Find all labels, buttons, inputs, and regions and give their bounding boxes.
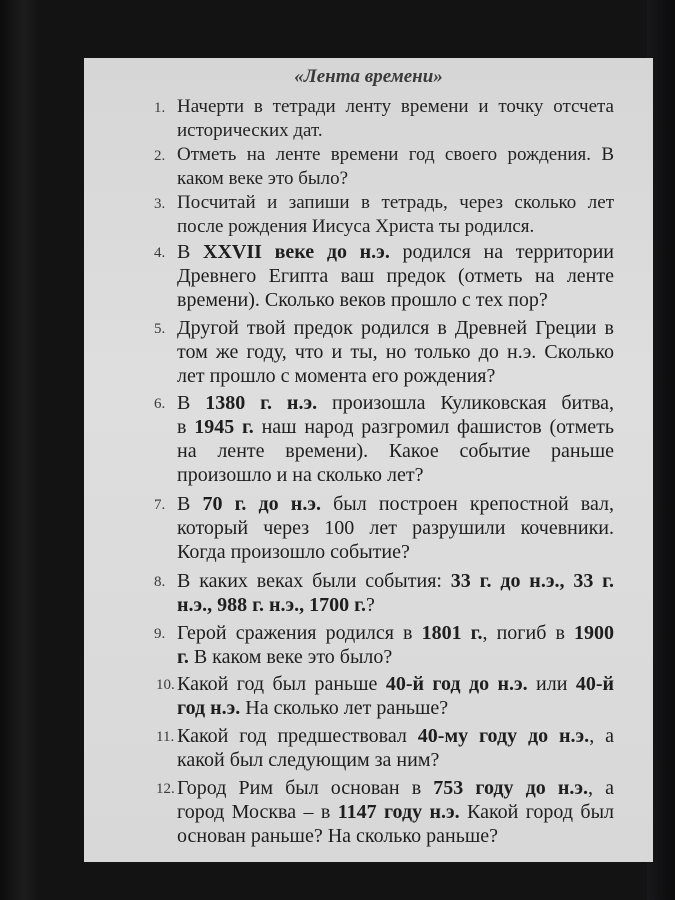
task-emphasis: 33 г. до н.э., 33 г. (450, 570, 614, 592)
task-text (177, 191, 614, 239)
task-text (177, 672, 614, 720)
task-number: 4. (154, 245, 166, 261)
task-text (177, 95, 614, 143)
task-line (177, 340, 614, 364)
task-line (177, 569, 614, 593)
task-number: 9. (154, 626, 166, 642)
task-emphasis: 1801 г. (421, 622, 483, 644)
task-fragment: ? (365, 594, 375, 616)
task-line (177, 540, 614, 564)
task-fragment: Посчитай и запиши в тетрадь, через сколько лет (177, 192, 614, 213)
task-text (177, 492, 614, 564)
task-line (177, 748, 614, 772)
task-fragment: том же году, что и ты, но только до н.э. Сколько (177, 341, 614, 363)
task-line (177, 316, 614, 340)
task-line (177, 463, 614, 487)
task-number: 3. (154, 196, 166, 212)
task-emphasis: 40-й год до н.э. (385, 673, 528, 695)
task-line (177, 119, 614, 143)
task-fragment: лет прошло с момента его рождения? (177, 365, 496, 387)
task-text (177, 569, 614, 617)
task-line (177, 621, 614, 645)
task-fragment: На сколько лет раньше? (240, 697, 449, 719)
task-fragment: исторических дат. (177, 120, 323, 141)
task-line (177, 264, 614, 288)
task-emphasis: н.э., 988 г. н.э., 1700 г. (177, 594, 366, 616)
task-fragment: или (527, 673, 576, 695)
page-title: «Лента времени» (294, 66, 443, 87)
task-fragment: В каком веке это было? (188, 646, 393, 668)
task-fragment: , а (588, 777, 614, 799)
task-line (177, 439, 614, 463)
task-fragment: произошло и на сколько лет? (177, 464, 424, 486)
task-fragment: город Москва – в (177, 801, 338, 823)
task-text (177, 143, 614, 191)
task-number: 11. (156, 729, 175, 745)
task-line (177, 672, 614, 696)
task-fragment: на ленте времени). Какое событие раньше (177, 440, 614, 462)
task-fragment: Какой год был раньше (177, 673, 386, 695)
task-fragment: который через 100 лет разрушили кочевники. (177, 517, 614, 539)
task-line (177, 95, 614, 119)
task-emphasis: год н.э. (177, 697, 241, 719)
task-number: 5. (154, 321, 166, 337)
task-emphasis: г. (177, 646, 189, 668)
task-fragment: времени). Сколько веков прошло с тех пор? (177, 289, 548, 311)
task-line (177, 191, 614, 215)
task-fragment: был построен крепостной вал, (320, 493, 614, 515)
task-line (177, 391, 614, 415)
task-emphasis: 1900 (574, 622, 614, 644)
task-fragment: какой был следующим за ним? (177, 749, 440, 771)
task-number: 6. (154, 396, 166, 412)
task-fragment: основан раньше? На сколько раньше? (177, 825, 498, 847)
task-emphasis: 40-й (575, 673, 615, 695)
task-text (177, 391, 614, 487)
task-fragment: Начерти в тетради ленту времени и точку отсчета (177, 96, 614, 117)
task-line (177, 143, 614, 167)
document-page (84, 58, 653, 862)
task-emphasis: 70 г. до н.э. (202, 493, 321, 515)
task-emphasis: 753 году до н.э. (433, 777, 588, 799)
task-fragment: после рождения Иисуса Христа ты родился. (177, 216, 535, 237)
task-emphasis: XXVII веке до н.э. (203, 241, 390, 263)
task-text (177, 316, 614, 388)
task-fragment: наш народ разгромил фашистов (отметь (253, 416, 614, 438)
task-line (177, 645, 614, 669)
task-number: 12. (156, 781, 175, 797)
task-fragment: , а (589, 725, 614, 747)
task-number: 7. (154, 497, 166, 513)
task-fragment: , погиб в (482, 622, 574, 644)
task-fragment: родился на территории (389, 241, 614, 263)
task-fragment: В (177, 241, 204, 263)
task-number: 2. (154, 148, 166, 164)
task-fragment: В каких веках были события: (177, 570, 451, 592)
task-line (177, 824, 614, 848)
device-bezel-left (0, 0, 40, 900)
task-line (177, 364, 614, 388)
task-line (177, 215, 614, 239)
task-fragment: в (177, 416, 195, 438)
task-line (177, 724, 614, 748)
task-line (177, 516, 614, 540)
task-text (177, 724, 614, 772)
task-emphasis: 1945 г. (194, 416, 254, 438)
task-fragment: В (177, 493, 203, 515)
task-text (177, 776, 614, 848)
task-line (177, 776, 614, 800)
task-fragment: Отметь на ленте времени год своего рождения. В (177, 144, 614, 165)
task-fragment: Герой сражения родился в (177, 622, 422, 644)
task-line (177, 492, 614, 516)
task-emphasis: 1147 году н.э. (337, 801, 460, 823)
task-number: 10. (156, 677, 175, 693)
task-fragment: произошла Куликовская битва, (317, 392, 614, 414)
task-number: 1. (154, 100, 166, 116)
task-line (177, 696, 614, 720)
task-fragment: Другой твой предок родился в Древней Греции в (177, 317, 614, 339)
task-fragment: каком веке это было? (177, 168, 349, 189)
task-emphasis: 1380 г. н.э. (205, 392, 318, 414)
task-fragment: Какой город был (459, 801, 615, 823)
task-fragment: Какой год предшествовал (177, 725, 418, 747)
task-fragment: Город Рим был основан в (177, 777, 434, 799)
task-text (177, 621, 614, 669)
task-fragment: В (177, 392, 206, 414)
task-line (177, 415, 614, 439)
task-text (177, 240, 614, 312)
task-fragment: Когда произошло событие? (177, 541, 410, 563)
task-line (177, 800, 614, 824)
task-fragment: Древнего Египта ваш предок (отметь на ленте (177, 265, 614, 287)
task-line (177, 240, 614, 264)
task-line (177, 288, 614, 312)
task-emphasis: 40-му году до н.э. (417, 725, 590, 747)
task-line (177, 167, 614, 191)
task-line (177, 593, 614, 617)
task-number: 8. (154, 574, 166, 590)
